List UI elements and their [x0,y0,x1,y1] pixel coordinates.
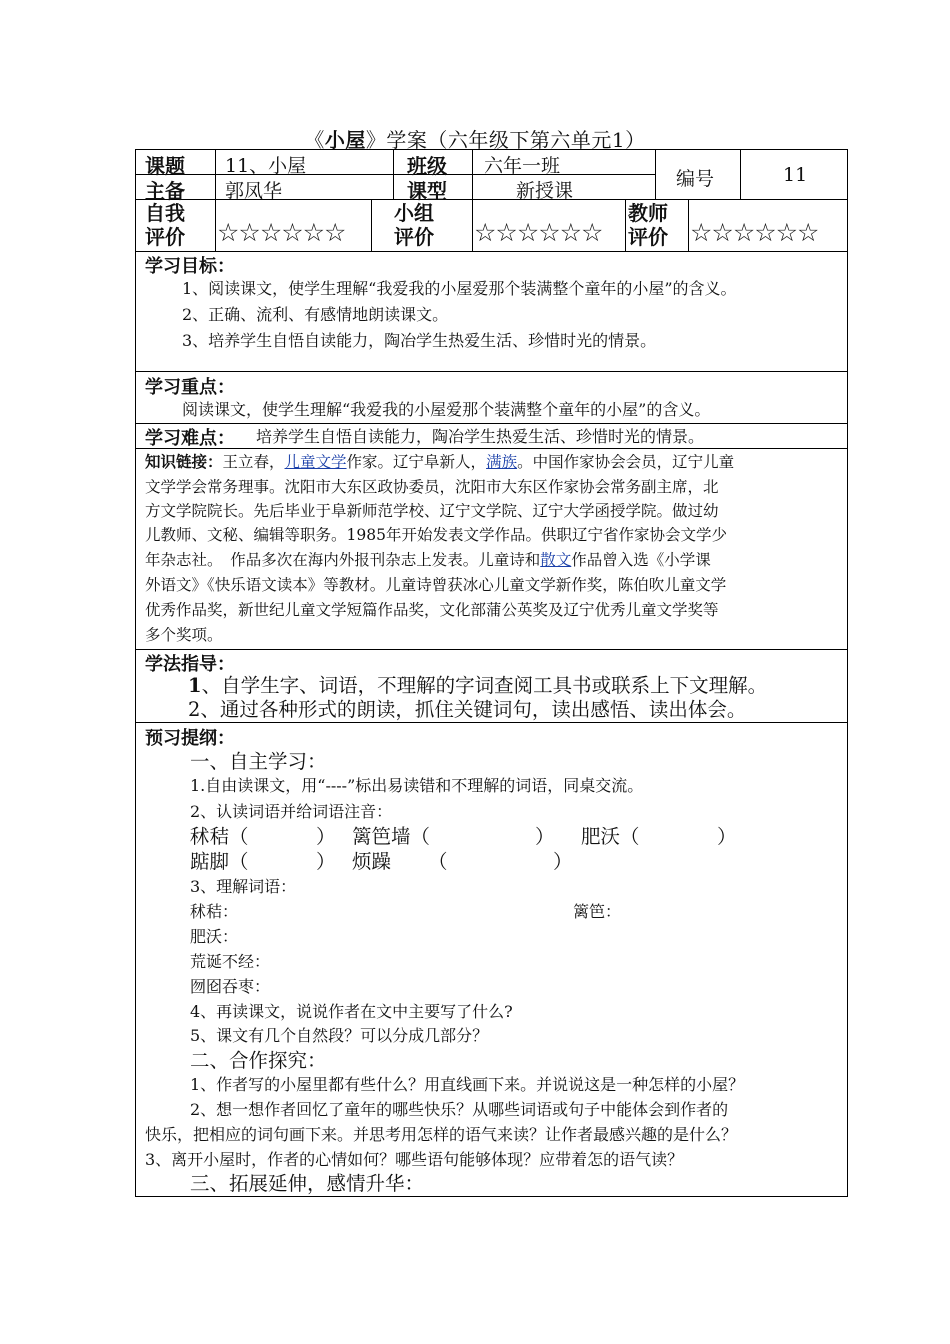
knowledge-line-3: 方文学院院长。先后毕业于阜新师范学校、辽宁文学院、辽宁大学函授学院。做过幼 [145,502,719,520]
knowledge-heading: 知识链接： [145,453,223,471]
class-label: 班级 [407,154,447,178]
link-prose[interactable]: 散文 [540,551,572,569]
pinyin-open-5: （ [428,850,448,873]
objective-item-1: 1、阅读课文，使学生理解“我爱我的小屋爱那个装满整个童年的小屋”的含义。 [182,279,737,298]
definition-1: 秫秸： [190,902,239,921]
col-divider-4 [655,149,656,199]
row-divider-1 [135,174,655,175]
pinyin-word-2: 篱笆墙（ [352,825,431,848]
preview-item-1-5: 5、课文有几个自然段？可以分成几部分？ [190,1026,489,1045]
pinyin-close-4: ） [316,850,336,873]
number-value: 11 [783,164,808,186]
preview-heading: 预习提纲： [145,728,235,749]
difficulties-heading: 学习难点： [145,428,235,449]
self-eval-stars[interactable]: ☆☆☆☆☆☆ [217,218,346,247]
preview-item-2-2b: 快乐，把相应的词句画下来。并思考用怎样的语气来读？让作者最感兴趣的是什么？ [145,1125,738,1144]
method-item-1: 1、自学生字、词语，不理解的字词查阅工具书或联系上下文理解。 [188,674,768,697]
pinyin-word-5: 烦躁 [352,850,392,873]
knowledge-line-4: 儿教师、文秘、编辑等职务。1985年开始发表文学作品。供职辽宁省作家协会文学少 [145,526,727,544]
title-lesson-name: 小屋 [324,128,366,152]
pinyin-close-1: ） [316,825,336,848]
preview-item-2-1: 1、作者写的小屋里都有些什么？用直线画下来。并说说这是一种怎样的小屋？ [190,1075,745,1094]
knowledge-line-1: 知识链接：王立春，儿童文学作家。辽宁阜新人，满族。中国作家协会会员，辽宁儿童 [145,453,735,471]
author-value: 郭凤华 [225,180,283,202]
number-label: 编号 [676,168,715,190]
row-divider-3 [135,251,848,252]
pinyin-word-4: 踮脚（ [190,850,249,873]
class-value: 六年一班 [484,155,561,177]
definition-5: 囫囵吞枣： [190,977,271,996]
method-heading: 学法指导： [145,654,235,675]
col-divider-9 [688,199,689,251]
knowledge-line-7: 优秀作品奖，新世纪儿童文学短篇作品奖，文化部蒲公英奖及辽宁优秀儿童文学奖等 [145,601,719,619]
knowledge-line-5: 年杂志社。 作品多次在海内外报刊杂志上发表。儿童诗和散文作品曾入选《小学课 [145,551,711,569]
knowledge-line-8: 多个奖项。 [145,626,223,644]
teacher-eval-stars[interactable]: ☆☆☆☆☆☆ [690,218,819,247]
topic-label: 课题 [145,154,185,178]
col-divider-7 [472,199,473,251]
preview-item-1-3: 3、理解词语： [190,877,297,896]
group-eval-stars[interactable]: ☆☆☆☆☆☆ [474,218,603,247]
method-item-2: 2、通过各种形式的朗读，抓住关键词句，读出感悟、读出体会。 [188,698,747,721]
preview-item-1-4: 4、再读课文，说说作者在文中主要写了什么? [190,1002,513,1021]
key-points-text: 阅读课文，使学生理解“我爱我的小屋爱那个装满整个童年的小屋”的含义。 [182,400,711,419]
definition-3: 肥沃： [190,927,239,946]
preview-item-2-3: 3、离开小屋时，作者的心情如何？哪些语句能够体现？应带着怎的语气读？ [145,1150,684,1169]
link-childrens-literature[interactable]: 儿童文学 [284,453,347,471]
lesson-type-label: 课型 [407,179,447,203]
difficulties-text: 培养学生自悟自读能力，陶冶学生热爱生活、珍惜时光的情景。 [256,427,705,446]
pinyin-word-1: 秫秸（ [190,825,249,848]
pinyin-close-2: ） [535,825,555,848]
preview-part-2: 二、合作探究： [190,1049,327,1072]
pinyin-close-5: ） [553,850,573,873]
topic-value: 11、小屋 [225,155,307,177]
pinyin-word-3: 肥沃（ [581,825,640,848]
col-divider-5 [740,149,741,199]
group-eval-label: 小组 评价 [394,201,434,249]
preview-item-2-2a: 2、想一想作者回忆了童年的哪些快乐？从哪些词语或句子中能体会到作者的 [190,1100,729,1119]
objective-item-3: 3、培养学生自悟自读能力，陶冶学生热爱生活、珍惜时光的情景。 [182,331,657,350]
row-divider-4 [135,371,848,372]
knowledge-line-6: 外语文》《快乐语文读本》等教材。儿童诗曾获冰心儿童文学新作奖，陈伯吹儿童文学 [145,576,727,594]
teacher-eval-label: 教师 评价 [628,201,668,249]
objective-item-2: 2、正确、流利、有感情地朗读课文。 [182,305,449,324]
col-divider-3 [472,149,473,199]
title-suffix: 》学案（六年级下第六单元1） [365,128,646,152]
col-divider-2 [393,149,394,199]
row-divider-7 [135,649,848,650]
col-divider-8 [625,199,626,251]
preview-part-1: 一、自主学习： [190,750,327,773]
link-manchu[interactable]: 满族 [486,453,518,471]
definition-4: 荒诞不经： [190,952,271,971]
col-divider-6 [371,199,372,251]
definition-2: 篱笆： [573,902,622,921]
preview-part-3: 三、拓展延伸，感情升华： [190,1172,425,1195]
lesson-type-value: 新授课 [516,180,574,202]
key-points-heading: 学习重点： [145,377,235,398]
knowledge-line-2: 文学学会常务理事。沈阳市大东区政协委员，沈阳市大东区作家协会常务副主席，北 [145,478,719,496]
preview-item-1-1: 1.自由读课文，用“----”标出易读错和不理解的词语，同桌交流。 [190,776,644,795]
self-eval-label: 自我 评价 [145,201,185,249]
col-divider-1 [215,149,216,251]
author-label: 主备 [145,179,185,203]
pinyin-close-3: ） [717,825,737,848]
preview-item-1-2: 2、认读词语并给词语注音： [190,802,393,821]
title-prefix: 《 [304,128,325,152]
objectives-heading: 学习目标： [145,256,235,277]
